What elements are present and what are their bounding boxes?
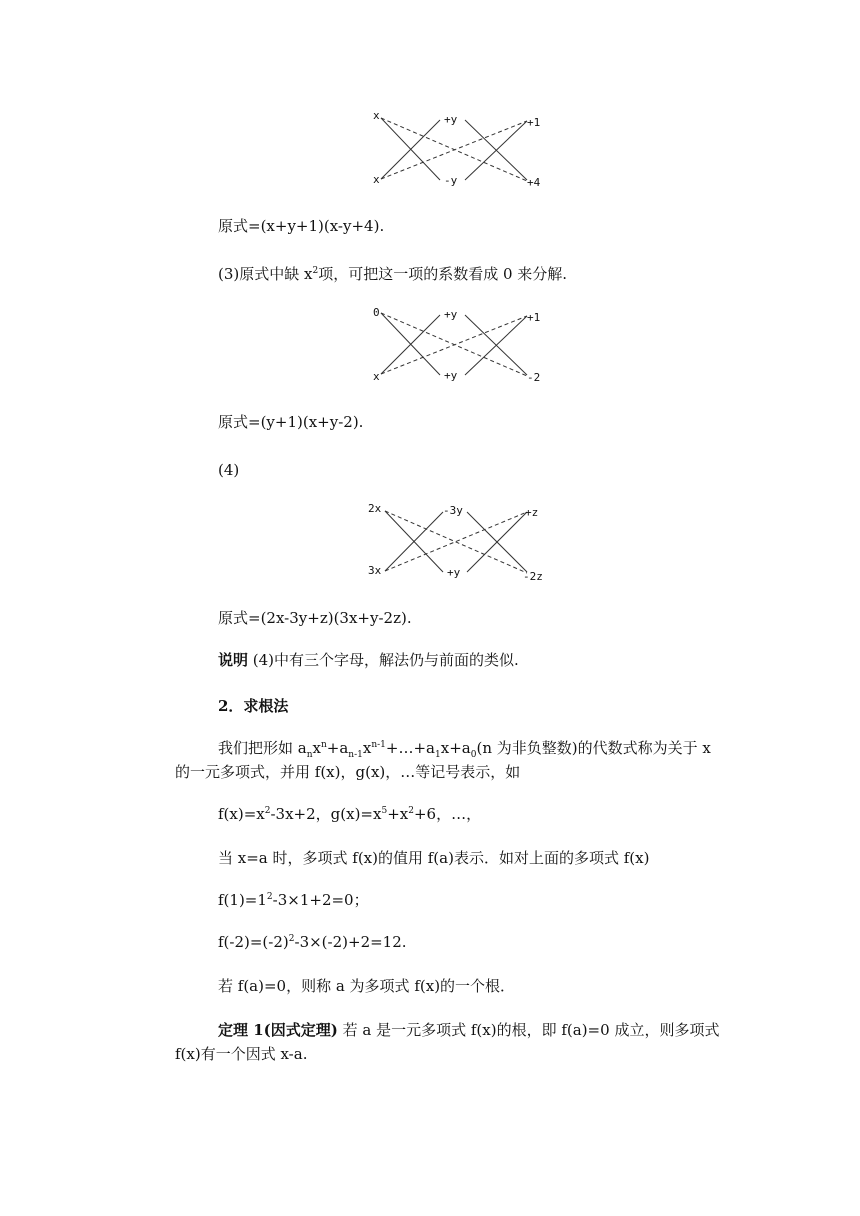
diagram-term: -3y xyxy=(443,504,463,517)
diagram-term: 0 xyxy=(373,306,380,319)
diagram-term: +z xyxy=(525,506,539,519)
diagram-term: -2z xyxy=(523,570,543,583)
cross-multiplication-diagram-1 xyxy=(365,108,550,190)
result-line-2: 原式=(y+1)(x+y-2). xyxy=(218,413,364,431)
diagram-term: -y xyxy=(444,174,458,187)
diagram-term: +4 xyxy=(527,176,541,189)
theorem-text: 若 a 是一元多项式 f(x)的根，即 f(a)=0 成立，则多项式 f(x)有一个因式 x-a. xyxy=(175,1021,720,1063)
formula-line-2: $f(1)=1^2-3\times 1+2=0$； xyxy=(218,891,369,909)
result-line-3: 原式=(2x-3y+z)(3x+y-2z). xyxy=(218,609,412,627)
section-heading: 2．求根法 xyxy=(218,697,289,715)
theorem-label: 定理 1(因式定理) xyxy=(218,1021,338,1039)
diagram-term: +y xyxy=(444,369,458,382)
note-paragraph xyxy=(218,650,519,670)
cross-multiplication-diagram-3 xyxy=(365,499,550,583)
item-4-label: (4) xyxy=(218,461,240,479)
item-3-text: (3)原式中缺 $x^2$项，可把这一项的系数看成 0 来分解. xyxy=(218,265,568,283)
result-line-1: 原式=(x+y+1)(x-y+4). xyxy=(218,217,385,235)
cross-multiplication-diagram-2 xyxy=(365,303,550,385)
diagram-term: 2x xyxy=(368,502,382,515)
diagram-term: -2 xyxy=(527,371,541,384)
diagram-term: +y xyxy=(447,566,461,579)
diagram-term: x xyxy=(373,109,380,122)
diagram-term: 3x xyxy=(368,564,382,577)
definition-paragraph: 我们把形如 $a_nx^n+a_{n-1}x^{n-1}+\dots+a_1x+a_0(n$ 为非负整数)的代数式称为关于 x 的一元多项式，并用 f(x)，g(x)，…等记号表示，如 xyxy=(175,739,711,781)
value-paragraph: 当 x=a 时，多项式 f(x)的值用 f(a)表示．如对上面的多项式 f(x) xyxy=(218,849,650,867)
root-definition: 若 f(a)=0，则称 a 为多项式 f(x)的一个根． xyxy=(218,977,516,995)
diagram-term: +1 xyxy=(527,311,541,324)
diagram-term: +y xyxy=(444,113,458,126)
formula-line-1: $f(x)=x^2-3x+2$，$g(x)=x^5+x^2+6$，…， xyxy=(218,805,482,823)
diagram-term: +1 xyxy=(527,116,541,129)
diagram-term: x xyxy=(373,370,380,383)
note-text: (4)中有三个字母，解法仍与前面的类似. xyxy=(248,651,519,669)
note-label: 说明 xyxy=(218,651,249,669)
diagram-term: x xyxy=(373,173,380,186)
diagram-term: +y xyxy=(444,308,458,321)
theorem-paragraph xyxy=(175,1018,730,1066)
formula-line-3: $f(-2)=(-2)^2-3\times(-2)+2=12$. xyxy=(218,933,407,951)
